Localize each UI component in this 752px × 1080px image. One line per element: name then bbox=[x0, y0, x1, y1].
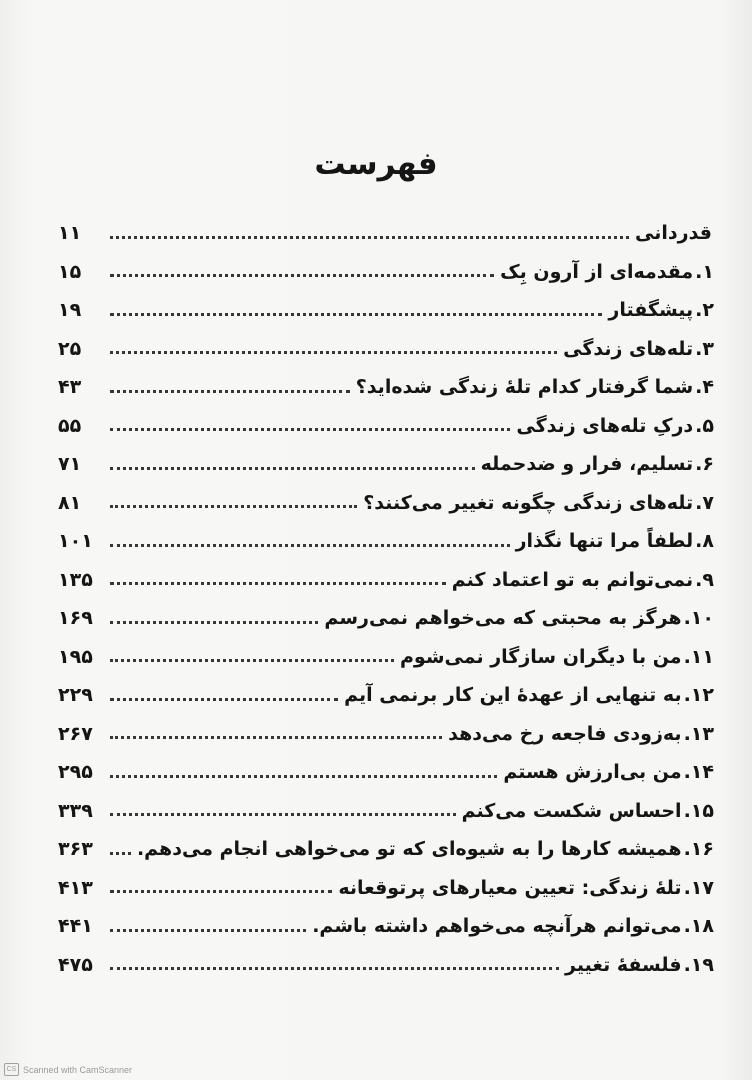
toc-entry-number: ۱۸. bbox=[683, 915, 714, 938]
dot-leader bbox=[110, 698, 338, 701]
toc-entry-title: فلسفهٔ تغییر bbox=[565, 953, 682, 976]
toc-entry-title: تله‌های زندگی bbox=[563, 337, 694, 360]
toc-entry-number: ۵. bbox=[695, 414, 714, 437]
toc-page-number: ۲۲۹ bbox=[58, 684, 93, 707]
toc-entry-title: همیشه کارها را به شیوه‌ای که تو می‌خواهی انجام می‌دهم. bbox=[136, 838, 682, 861]
toc-row bbox=[58, 445, 714, 484]
toc-entry-title: به تنهایی از عهدهٔ این کار برنمی آیم bbox=[344, 684, 682, 707]
toc-entry-title: پیشگفتار bbox=[608, 299, 694, 322]
toc-row bbox=[58, 715, 714, 754]
dot-leader bbox=[110, 967, 559, 970]
toc-entry bbox=[452, 569, 714, 591]
toc-row bbox=[58, 253, 714, 292]
toc-entry-number: ۲. bbox=[695, 299, 714, 322]
toc-page-number: ۱۱ bbox=[58, 222, 82, 245]
dot-leader bbox=[110, 775, 497, 778]
toc-entry-number: ۹. bbox=[695, 568, 714, 591]
toc-entry-title: تله‌های زندگی چگونه تغییر می‌کنند؟ bbox=[363, 491, 694, 514]
camscanner-logo-icon: CS bbox=[4, 1063, 19, 1076]
toc-entry-title: شما گرفتار کدام تلهٔ زندگی شده‌اید؟ bbox=[355, 376, 694, 399]
dot-leader bbox=[110, 813, 456, 816]
toc-entry-title: نمی‌توانم به تو اعتماد کنم bbox=[451, 568, 694, 591]
toc-entry bbox=[324, 607, 714, 629]
toc-entry-title: می‌توانم هرآنچه می‌خواهم داشته باشم. bbox=[312, 915, 682, 938]
toc-entry bbox=[608, 299, 714, 321]
toc-page-number: ۲۹۵ bbox=[58, 761, 93, 784]
table-of-contents bbox=[58, 214, 714, 984]
dot-leader bbox=[110, 929, 306, 932]
toc-page-number: ۱۰۱ bbox=[58, 530, 93, 553]
page-title: فهرست bbox=[314, 146, 438, 182]
dot-leader bbox=[110, 428, 510, 431]
toc-entry-title: هرگز به محبتی که می‌خواهم نمی‌رسم bbox=[324, 607, 682, 630]
toc-entry-title: تسلیم، فرار و ضدحمله bbox=[480, 453, 694, 476]
toc-page-number: ۲۶۷ bbox=[58, 722, 93, 745]
toc-entry-title: قدردانی bbox=[635, 222, 712, 245]
toc-entry bbox=[563, 338, 714, 360]
toc-entry-title: به‌زودی فاجعه رخ می‌دهد bbox=[448, 722, 682, 745]
toc-entry-title: تلهٔ زندگی: تعیین معیارهای پرتوقعانه bbox=[338, 876, 682, 899]
dot-leader bbox=[110, 467, 475, 470]
scanner-watermark bbox=[4, 1063, 132, 1076]
toc-page-number: ۱۵ bbox=[58, 260, 82, 283]
toc-entry-title: احساس شکست می‌کنم bbox=[461, 799, 682, 822]
dot-leader bbox=[110, 621, 318, 624]
toc-row bbox=[58, 676, 714, 715]
dot-leader bbox=[110, 351, 557, 354]
dot-leader bbox=[110, 582, 446, 585]
toc-entry-title: مقدمه‌ای از آرون بِک bbox=[500, 260, 694, 283]
toc-page-number: ۴۱۳ bbox=[58, 876, 93, 899]
toc-entry-number: ۱۷. bbox=[683, 876, 714, 899]
toc-row bbox=[58, 792, 714, 831]
toc-page-number: ۷۱ bbox=[58, 453, 82, 476]
toc-entry bbox=[516, 530, 714, 552]
dot-leader bbox=[110, 505, 357, 508]
toc-entry-number: ۱۴. bbox=[683, 761, 714, 784]
toc-row bbox=[58, 330, 714, 369]
toc-entry bbox=[312, 915, 714, 937]
toc-page-number: ۴۳ bbox=[58, 376, 82, 399]
toc-entry bbox=[400, 646, 714, 668]
toc-entry bbox=[137, 838, 714, 860]
toc-entry-title: درکِ تله‌های زندگی bbox=[516, 414, 694, 437]
toc-entry-number: ۷. bbox=[695, 491, 714, 514]
dot-leader bbox=[110, 890, 332, 893]
toc-page-number: ۳۳۹ bbox=[58, 799, 93, 822]
toc-entry bbox=[565, 954, 714, 976]
toc-entry bbox=[338, 877, 714, 899]
toc-entry-number: ۱۹. bbox=[683, 953, 714, 976]
toc-row bbox=[58, 214, 714, 253]
toc-entry-number: ۱۳. bbox=[683, 722, 714, 745]
toc-page-number: ۱۶۹ bbox=[58, 607, 93, 630]
toc-row bbox=[58, 907, 714, 946]
toc-entry-number: ۴. bbox=[695, 376, 714, 399]
toc-page-number: ۳۶۳ bbox=[58, 838, 93, 861]
toc-entry-number: ۳. bbox=[695, 337, 714, 360]
toc-entry-number: ۱۶. bbox=[683, 838, 714, 861]
toc-row bbox=[58, 599, 714, 638]
toc-entry bbox=[516, 415, 714, 437]
toc-entry bbox=[635, 222, 714, 244]
toc-page-number: ۱۹۵ bbox=[58, 645, 93, 668]
toc-entry bbox=[448, 723, 714, 745]
toc-page-number: ۸۱ bbox=[58, 491, 82, 514]
dot-leader bbox=[110, 659, 394, 662]
toc-row bbox=[58, 638, 714, 677]
toc-row bbox=[58, 368, 714, 407]
toc-entry-number: ۱۱. bbox=[683, 645, 714, 668]
toc-entry bbox=[462, 800, 714, 822]
toc-entry-title: من با دیگران سازگار نمی‌شوم bbox=[400, 645, 682, 668]
dot-leader bbox=[110, 544, 510, 547]
toc-entry bbox=[344, 684, 714, 706]
toc-page-number: ۲۵ bbox=[58, 337, 82, 360]
dot-leader bbox=[110, 852, 131, 855]
toc-row bbox=[58, 407, 714, 446]
toc-entry-number: ۱. bbox=[695, 260, 714, 283]
toc-row bbox=[58, 484, 714, 523]
toc-row bbox=[58, 869, 714, 908]
dot-leader bbox=[110, 736, 442, 739]
toc-page-number: ۵۵ bbox=[58, 414, 82, 437]
toc-entry-title: لطفاً مرا تنها نگذار bbox=[515, 530, 694, 553]
toc-entry bbox=[503, 761, 714, 783]
toc-entry bbox=[500, 261, 714, 283]
toc-entry-number: ۸. bbox=[695, 530, 714, 553]
toc-entry-number: ۶. bbox=[695, 453, 714, 476]
toc-row bbox=[58, 561, 714, 600]
dot-leader bbox=[110, 313, 602, 316]
toc-page-number: ۱۹ bbox=[58, 299, 82, 322]
toc-row bbox=[58, 946, 714, 985]
dot-leader bbox=[110, 236, 629, 239]
toc-entry-number: ۱۰. bbox=[683, 607, 714, 630]
toc-entry bbox=[363, 492, 714, 514]
toc-entry bbox=[356, 376, 714, 398]
toc-row bbox=[58, 291, 714, 330]
toc-page-number: ۴۴۱ bbox=[58, 915, 93, 938]
toc-row bbox=[58, 830, 714, 869]
dot-leader bbox=[110, 274, 494, 277]
toc-page-number: ۱۳۵ bbox=[58, 568, 93, 591]
toc-page-number: ۴۷۵ bbox=[58, 953, 93, 976]
dot-leader bbox=[110, 390, 350, 393]
toc-entry bbox=[481, 453, 714, 475]
toc-entry-number: ۱۲. bbox=[683, 684, 714, 707]
toc-entry-number: ۱۵. bbox=[683, 799, 714, 822]
scanner-watermark-text: Scanned with CamScanner bbox=[23, 1064, 133, 1075]
toc-row bbox=[58, 753, 714, 792]
toc-row bbox=[58, 522, 714, 561]
toc-entry-title: من بی‌ارزش هستم bbox=[503, 761, 682, 784]
